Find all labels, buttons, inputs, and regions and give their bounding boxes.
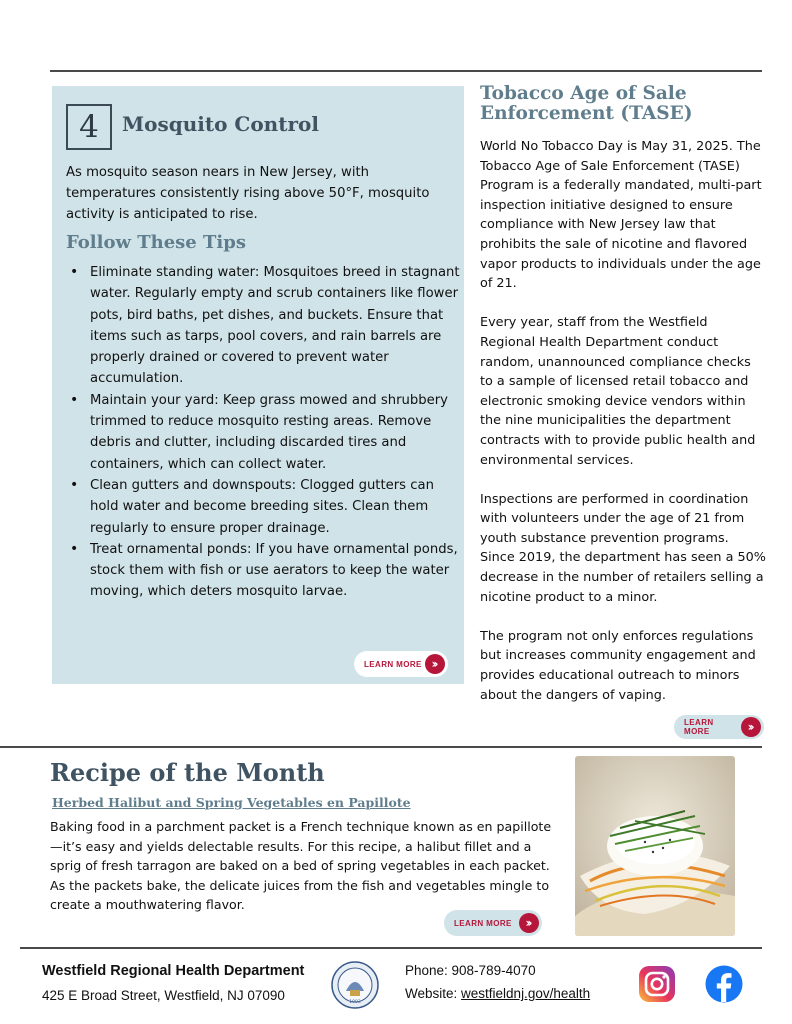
mosquito-panel	[52, 86, 464, 684]
tase-learn-more-button[interactable]	[674, 715, 764, 739]
tase-paragraph: World No Tobacco Day is May 31, 2025. The Tobacco Age of Sale Enforcement (TASE) Program is a federally mandated, multi-part inspection initiative designed to ensure compliance with New Jersey law that prohibits the sale of nicotine and flavored vapor products to individuals under the age of 21.	[480, 139, 762, 292]
tip-item: • Maintain your yard: Keep grass mowed and shrubbery trimmed to reduce mosquito resting areas. Remove debris and clutter, including discarded tires and containers, which can collect water.	[90, 390, 460, 475]
mosquito-learn-more-button[interactable]	[354, 651, 448, 677]
double-chevron-right-icon: ››	[425, 654, 445, 674]
recipe-body: Baking food in a parchment packet is a French technique known as en papillote—it’s easy and yields delectable results. For this recipe, a halibut fillet and a sprig of fresh tarragon are baked on a bed of spring vegetables in each packet. As the packets bake, the delicate juices from the fish and vegetables mingle to create a mouthwatering flavor.	[50, 819, 552, 913]
footer-rule	[20, 947, 762, 949]
recipe-subtitle-link[interactable]: Herbed Halibut and Spring Vegetables en Papillote	[52, 795, 411, 810]
footer-website	[405, 986, 590, 1001]
learn-more-label: LEARN MORE	[684, 718, 714, 736]
recipe-learn-more-button[interactable]	[444, 910, 542, 936]
learn-more-label: LEARN MORE	[454, 918, 512, 928]
footer-org-name: Westfield Regional Health Department	[42, 963, 305, 979]
tase-paragraph: The program not only enforces regulations but increases community engagement and provides educational outreach to minors about the dangers of vaping.	[480, 628, 756, 703]
tase-paragraph: Inspections are performed in coordination with volunteers under the age of 21 from youth substance prevention programs. Since 2019, the department has seen a 50% decrease in the number of retailers selling a nicotine product to a minor.	[480, 491, 766, 605]
top-rule	[50, 70, 762, 72]
recipe-photo	[575, 756, 735, 936]
website-label: Website:	[405, 986, 462, 1001]
tips-heading: Follow These Tips	[66, 232, 246, 253]
tase-paragraph: Every year, staff from the Westfield Regional Health Department conduct random, unannounced compliance checks to a sample of licensed retail tobacco and electronic smoking device vendors within the nine municipalities the department contracts with to provide public health and environmental services.	[480, 315, 756, 468]
facebook-icon[interactable]	[705, 965, 743, 1003]
double-chevron-right-icon: ››	[519, 913, 539, 933]
mosquito-intro: As mosquito season nears in New Jersey, with temperatures consistently rising above 50°F, mosquito activity is anticipated to rise.	[66, 165, 430, 222]
tip-item: • Treat ornamental ponds: If you have ornamental ponds, stock them with fish or use aerators to keep the water moving, which deters mosquito larvae.	[90, 539, 460, 603]
mosquito-title: Mosquito Control	[122, 112, 319, 136]
section-number-badge: 4	[66, 104, 112, 150]
tips-list	[90, 262, 460, 603]
tip-item: • Clean gutters and downspouts: Clogged gutters can hold water and become breeding sites. Clean them regularly to ensure proper drainage.	[90, 475, 460, 539]
learn-more-label: LEARN MORE	[364, 659, 422, 669]
recipe-title: Recipe of the Month	[50, 758, 325, 787]
tip-item: • Eliminate standing water: Mosquitoes breed in stagnant water. Regularly empty and scrub containers like flower pots, bird baths, pet dishes, and buckets. Ensure that items such as tarps, pool covers, and rain barrels are properly drained or covered to prevent water accumulation.	[90, 262, 460, 390]
footer-phone: Phone: 908-789-4070	[405, 963, 536, 978]
tase-title: Tobacco Age of Sale Enforcement (TASE)	[480, 83, 693, 124]
footer-address: 425 E Broad Street, Westfield, NJ 07090	[42, 988, 285, 1003]
westfield-seal-logo	[331, 961, 379, 1009]
seal-year: 1903	[349, 1000, 361, 1005]
middle-rule	[0, 746, 762, 748]
double-chevron-right-icon: ››	[741, 717, 761, 737]
website-link[interactable]: westfieldnj.gov/health	[461, 986, 591, 1001]
instagram-icon[interactable]	[638, 965, 676, 1003]
tase-body	[480, 137, 766, 725]
